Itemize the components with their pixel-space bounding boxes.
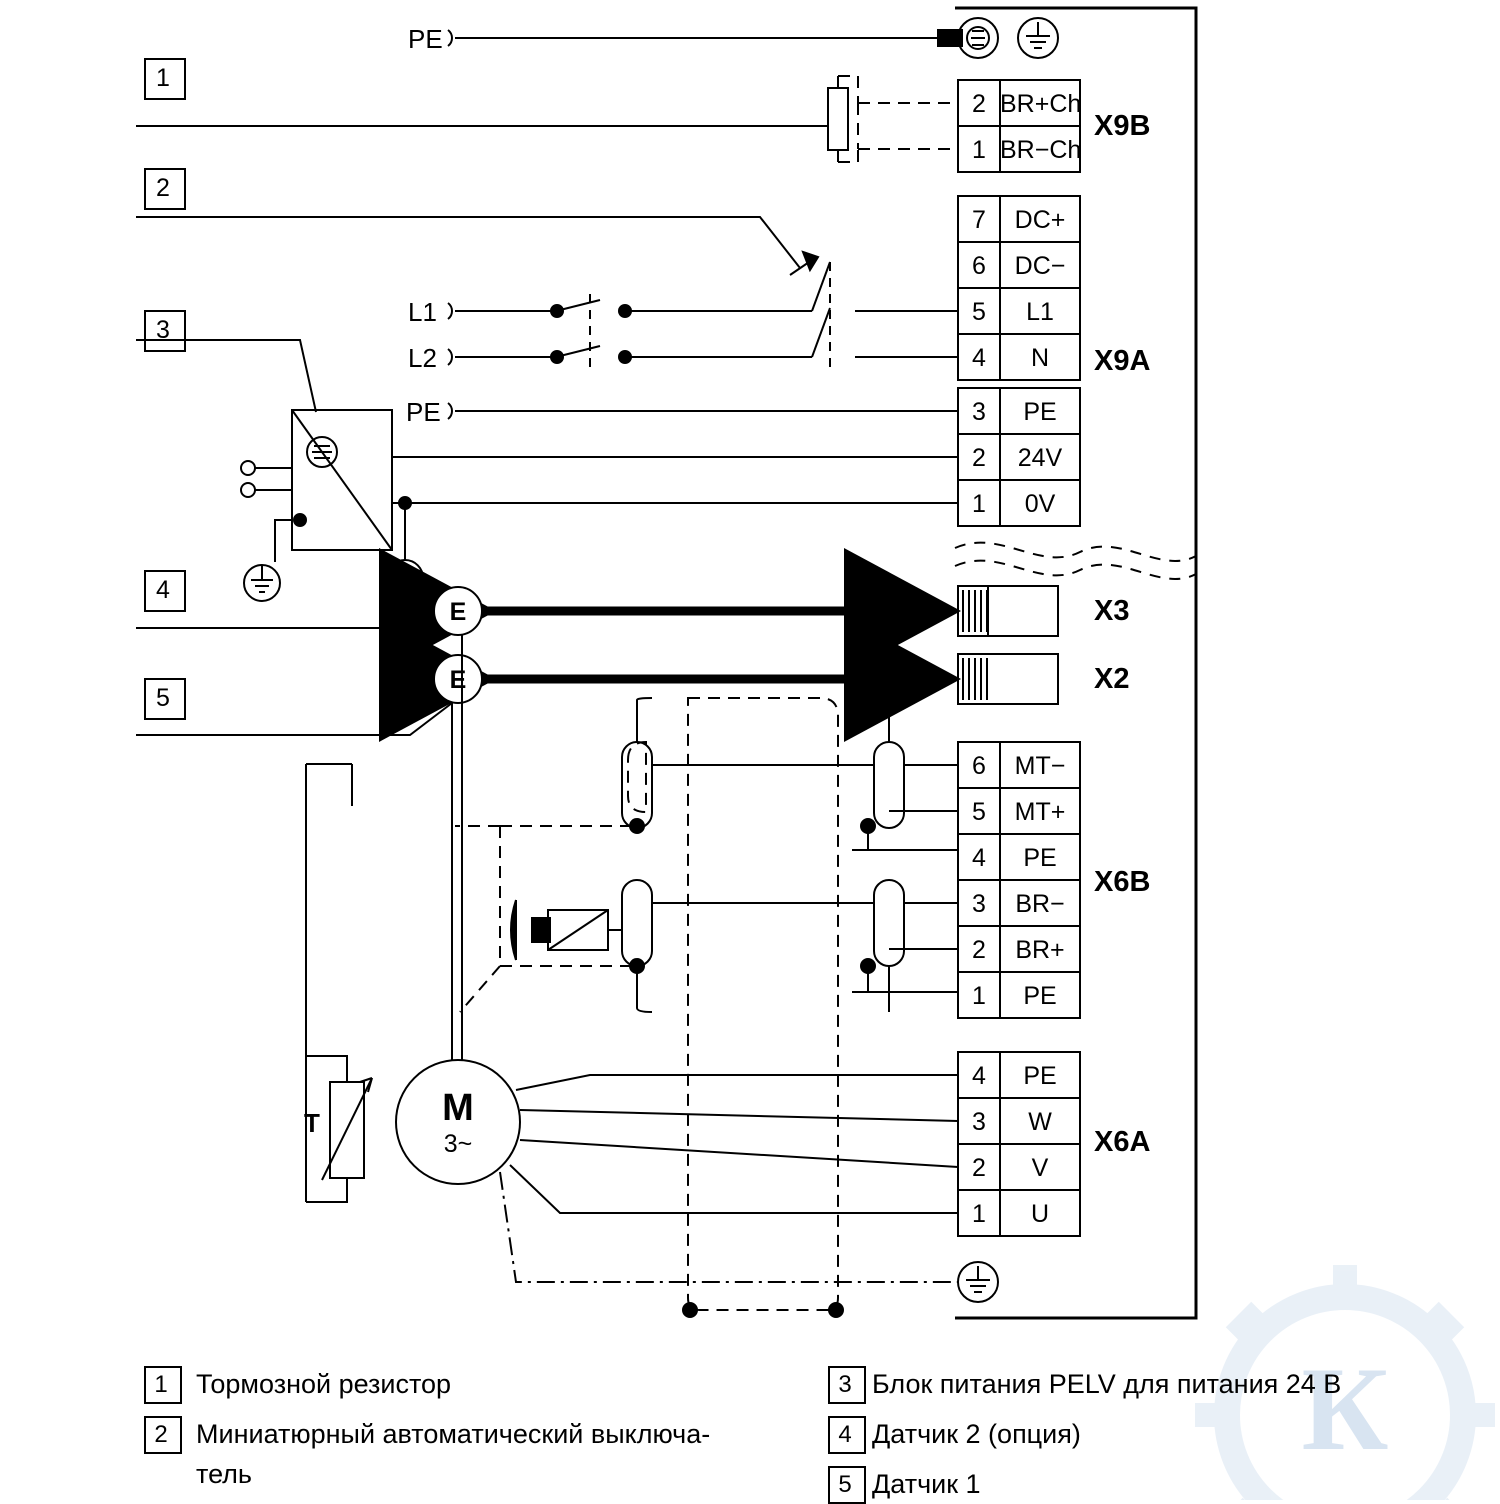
legend-text-2: Миниатюрный автоматический выключа-: [196, 1419, 711, 1449]
terminal-number: 2: [972, 444, 986, 472]
terminal-label-l1: L1: [408, 297, 437, 327]
terminal-number: 6: [972, 752, 986, 780]
motor-symbol: M: [442, 1087, 474, 1129]
terminal-number: 4: [972, 1062, 986, 1090]
legend-num-1: 1: [154, 1371, 168, 1398]
legend-text-4: Датчик 2 (опция): [872, 1419, 1081, 1449]
legend-num-4: 4: [838, 1421, 852, 1448]
terminal-number: 1: [972, 136, 986, 164]
connector-group-name-x2: X2: [1094, 663, 1130, 695]
terminal-label: BR−Ch: [1000, 136, 1082, 164]
terminal-number: 2: [972, 90, 986, 118]
encoder-1-label: E: [449, 666, 467, 694]
terminal-number: 2: [972, 1154, 986, 1182]
terminal-number: 1: [972, 490, 986, 518]
terminal-label: BR−: [1015, 890, 1065, 918]
terminal-number: 1: [972, 982, 986, 1010]
legend-num-5: 5: [838, 1471, 852, 1498]
terminal-number: 6: [972, 252, 986, 280]
terminal-label: BR+Ch: [1000, 90, 1082, 118]
connector-group-name-x9b: X9B: [1094, 110, 1151, 142]
terminal-label: W: [1028, 1108, 1052, 1136]
terminal-label: DC+: [1014, 206, 1066, 234]
callout-num-1: 1: [156, 64, 170, 92]
terminal-number: 7: [972, 206, 986, 234]
motor-phase-label: 3~: [443, 1130, 473, 1158]
terminal-label: V: [1031, 1154, 1049, 1182]
terminal-label: PE: [1023, 398, 1057, 426]
thermistor-label: T: [304, 1108, 320, 1138]
terminal-label: N: [1030, 344, 1050, 372]
terminal-label-l2: L2: [408, 343, 437, 373]
legend-text-5: Датчик 1: [872, 1469, 981, 1499]
terminal-number: 4: [972, 844, 986, 872]
terminal-label: PE: [1023, 844, 1057, 872]
terminal-label: 24V: [1017, 444, 1063, 472]
legend-text-3: Блок питания PELV для питания 24 В: [872, 1369, 1342, 1399]
terminal-number: 1: [972, 1200, 986, 1228]
terminal-label: BR+: [1015, 936, 1065, 964]
callout-num-2: 2: [156, 174, 170, 202]
terminal-label: DC−: [1014, 252, 1066, 280]
callout-num-3: 3: [156, 316, 170, 344]
watermark-letter: К: [1301, 1342, 1389, 1475]
legend-text-2-cont: тель: [196, 1459, 253, 1489]
terminal-number: 3: [972, 1108, 986, 1136]
legend-num-2: 2: [154, 1421, 168, 1448]
callout-num-5: 5: [156, 684, 170, 712]
terminal-label: 0V: [1024, 490, 1056, 518]
terminal-label: L1: [1026, 298, 1054, 326]
connector-group-name-x6a: X6A: [1094, 1126, 1151, 1158]
legend-text-1: Тормозной резистор: [196, 1369, 452, 1399]
connector-group-name-x6b: X6B: [1094, 866, 1151, 898]
terminal-label: PE: [1023, 982, 1057, 1010]
terminal-number: 3: [972, 398, 986, 426]
terminal-label: MT−: [1014, 752, 1066, 780]
terminal-number: 3: [972, 890, 986, 918]
terminal-label: U: [1030, 1200, 1050, 1228]
callout-num-4: 4: [156, 576, 170, 604]
terminal-number: 5: [972, 798, 986, 826]
terminal-number: 2: [972, 936, 986, 964]
terminal-number: 4: [972, 344, 986, 372]
terminal-label: PE: [1023, 1062, 1057, 1090]
terminal-number: 5: [972, 298, 986, 326]
terminal-label-pe-top: PE: [408, 24, 443, 54]
legend-num-3: 3: [838, 1371, 852, 1398]
connector-group-name-x3: X3: [1094, 595, 1130, 627]
terminal-label: MT+: [1014, 798, 1066, 826]
terminal-label-pe-mid: PE: [406, 397, 441, 427]
connector-group-name-x9a: X9A: [1094, 345, 1151, 377]
encoder-2-label: E: [449, 598, 467, 626]
